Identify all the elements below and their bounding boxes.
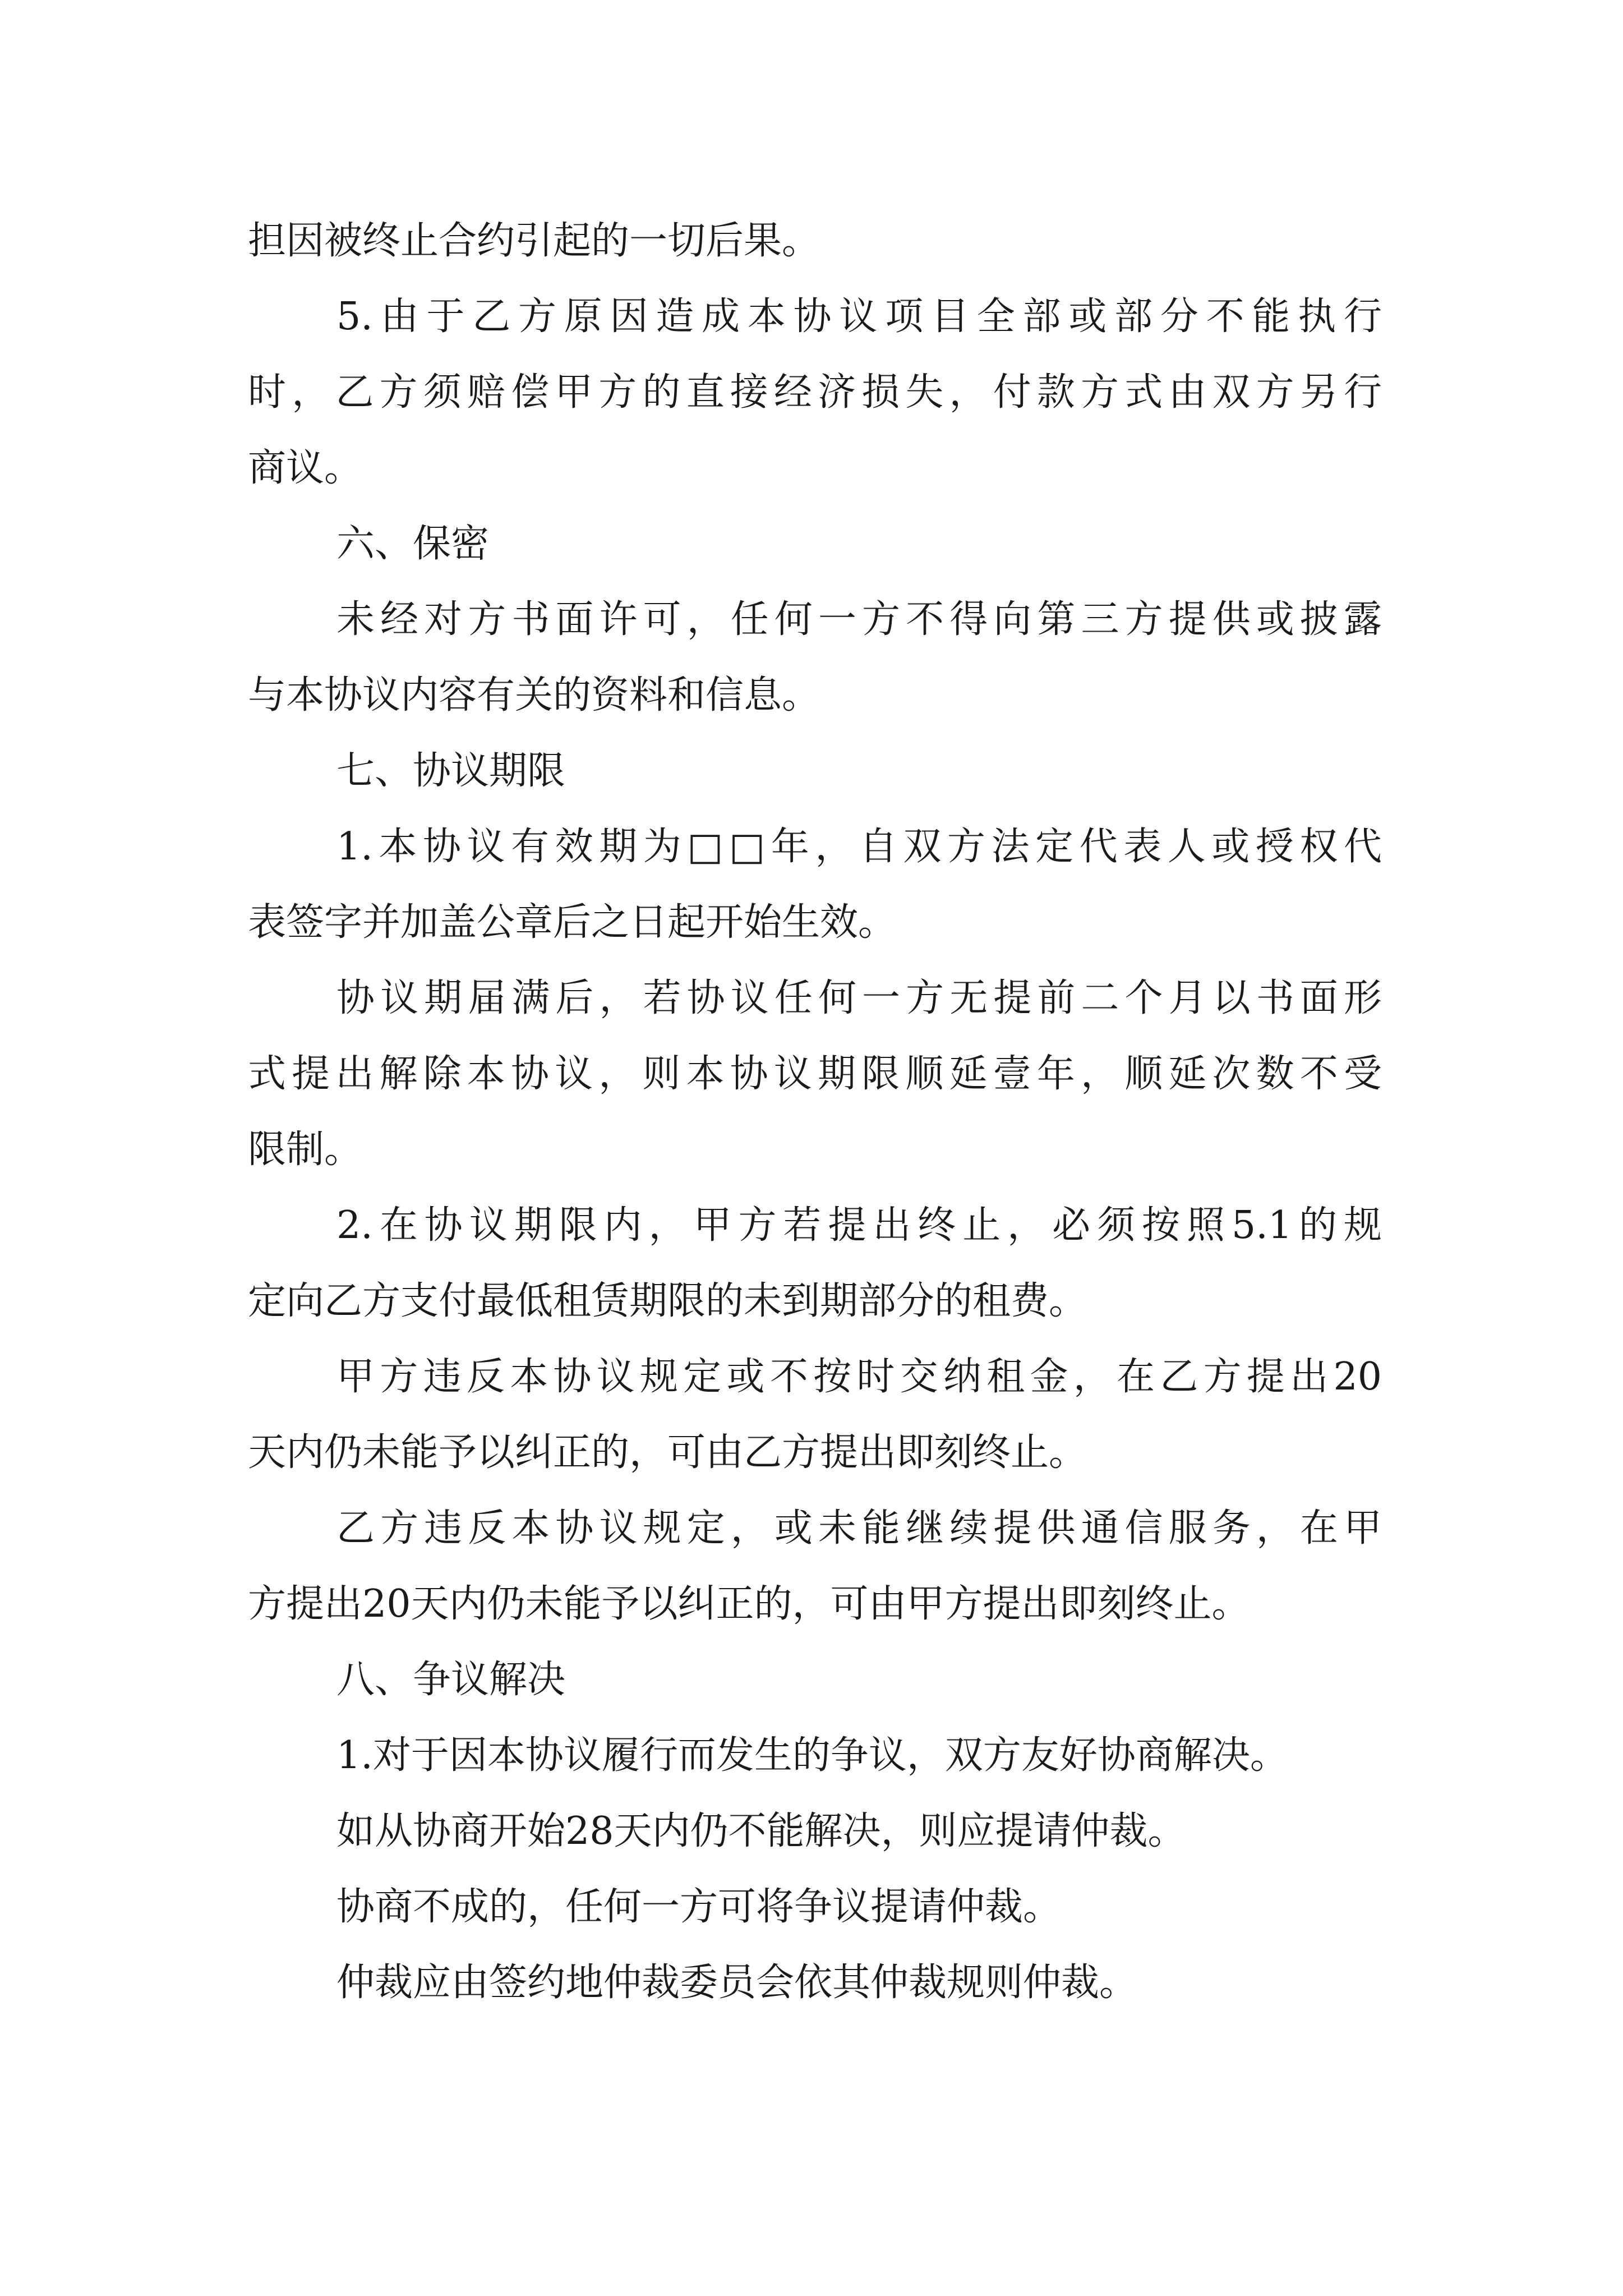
text-line: 式提出解除本协议，则本协议期限顺延壹年，顺延次数不受 — [248, 1052, 1382, 1096]
text-line: 时，乙方须赔偿甲方的直接经济损失，付款方式由双方另行 — [248, 370, 1382, 415]
text-line: 仲裁应由签约地仲裁委员会依其仲裁规则仲裁。 — [336, 1961, 1138, 2005]
text-line: 协商不成的，任何一方可将争议提请仲裁。 — [336, 1885, 1062, 1929]
text-line: 5.由于乙方原因造成本协议项目全部或部分不能执行 — [336, 295, 1382, 339]
text-line: 协议期届满后，若协议任何一方无提前二个月以书面形 — [336, 976, 1382, 1020]
text-line: 商议。 — [248, 446, 363, 490]
text-line: 定向乙方支付最低租赁期限的未到期部分的租费。 — [248, 1279, 1087, 1323]
text-line: 限制。 — [248, 1128, 363, 1172]
text-line: 甲方违反本协议规定或不按时交纳租金，在乙方提出20 — [336, 1355, 1382, 1399]
text-line: 方提出20天内仍未能予以纠正的，可由甲方提出即刻终止。 — [248, 1582, 1250, 1626]
text-line: 天内仍未能予以纠正的，可由乙方提出即刻终止。 — [248, 1430, 1087, 1475]
text-line: 2.在协议期限内，甲方若提出终止，必须按照5.1的规 — [336, 1203, 1382, 1248]
text-line: 与本协议内容有关的资料和信息。 — [248, 673, 820, 717]
text-line: 1.本协议有效期为□□年，自双方法定代表人或授权代 — [336, 825, 1382, 869]
text-line: 表签字并加盖公章后之日起开始生效。 — [248, 900, 897, 945]
text-line: 未经对方书面许可，任何一方不得向第三方提供或披露 — [336, 597, 1382, 642]
section-heading: 六、保密 — [336, 522, 490, 566]
text-line: 乙方违反本协议规定，或未能继续提供通信服务，在甲 — [336, 1506, 1382, 1550]
text-line: 担因被终止合约引起的一切后果。 — [248, 219, 820, 263]
section-heading: 七、协议期限 — [336, 749, 566, 793]
text-line: 1.对于因本协议履行而发生的争议，双方友好协商解决。 — [336, 1733, 1288, 1778]
text-line: 如从协商开始28天内仍不能解决，则应提请仲裁。 — [336, 1809, 1186, 1853]
section-heading: 八、争议解决 — [336, 1658, 566, 1702]
